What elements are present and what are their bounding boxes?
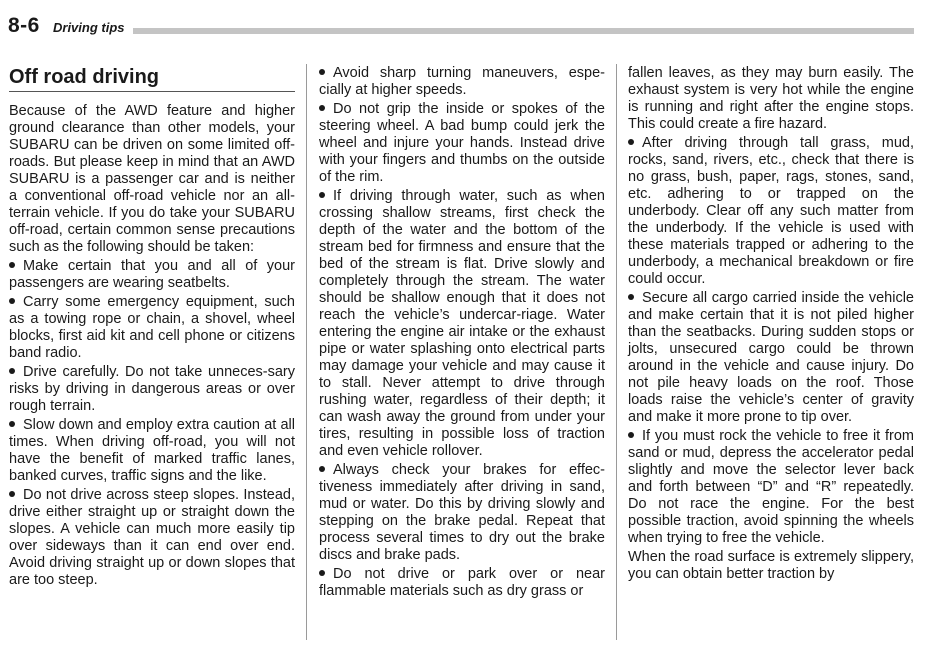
bullet-item: Do not drive or park over or near flammable materials such as dry grass or xyxy=(319,566,605,599)
column-divider xyxy=(616,64,617,640)
bullet-item: After driving through tall grass, mud, rocks, sand, rivers, etc., check that there is no grass, bush, paper, rags, stones, sand, etc. adhering to or trapped on the underbody. Clear off any such matter from the underbody. If the vehicle is used with these materials trapped or adhering to the underbody, a mechanical breakdown or fire could occur. xyxy=(628,135,914,287)
header-rule xyxy=(133,28,914,34)
tail-paragraph: When the road surface is extremely slippery, you can obtain better traction by xyxy=(628,549,914,582)
bullet-item: Secure all cargo carried inside the vehicle and make certain that it is not piled higher than the seatbacks. During sudden stops or jolts, unsecured cargo could be thrown around in the vehicle and cause injury. Do not pile heavy loads on the roof. Those loads raise the vehicle’s center of gravity and make it more prone to tip over. xyxy=(628,290,914,425)
bullet-item: Always check your brakes for effec-tiveness immediately after driving in sand, mud or water. Do this by driving slowly and stepping on the brake pedal. Repeat that process several times to dry out the brake discs and brake pads. xyxy=(319,462,605,563)
bullet-icon xyxy=(319,192,325,198)
page-title: Off road driving xyxy=(9,64,295,92)
column-2 xyxy=(319,65,605,600)
bullet-icon xyxy=(9,262,15,268)
continuation-paragraph: fallen leaves, as they may burn easily. The exhaust system is very hot while the engine is running and right after the engine stops. This could create a fire hazard. xyxy=(628,65,914,132)
section-title: Driving tips xyxy=(53,20,125,35)
bullet-item: If driving through water, such as when crossing shallow streams, first check the depth of the water and the bottom of the stream bed for firmness and ensure that the bed of the stream is flat. Drive slowly and completely through the stream. The water should be shallow enough that it does not reach the vehicle’s undercar-riage. Water entering the engine air intake or the exhaust pipe or water splashing onto electrical parts may damage your vehicle and may cause it to stall. Never attempt to drive through rushing water, regardless of their depth; it can wash away the ground from under your tires, resulting in possible loss of traction and even vehicle rollover. xyxy=(319,188,605,459)
bullet-item: Make certain that you and all of your passengers are wearing seatbelts. xyxy=(9,258,295,291)
bullet-icon xyxy=(319,570,325,576)
bullet-icon xyxy=(9,491,15,497)
bullet-icon xyxy=(319,69,325,75)
bullet-item: Drive carefully. Do not take unneces-sary risks by driving in dangerous areas or over rough terrain. xyxy=(9,364,295,414)
intro-paragraph: Because of the AWD feature and higher ground clearance than other models, your SUBARU can be driven on some limited off-roads. But please keep in mind that an AWD SUBARU is a passenger car and is neither a conventional off-road vehicle nor an all-terrain vehicle. If you do take your SUBARU off-road, certain common sense precautions such as the following should be taken: xyxy=(9,103,295,255)
bullet-icon xyxy=(9,421,15,427)
bullet-icon xyxy=(628,139,634,145)
bullet-icon xyxy=(319,105,325,111)
column-3 xyxy=(628,65,914,583)
bullet-item: Carry some emergency equipment, such as a towing rope or chain, a shovel, wheel blocks, first aid kit and cell phone or citizens band radio. xyxy=(9,294,295,361)
column-divider xyxy=(306,64,307,640)
column-1 xyxy=(9,64,295,589)
bullet-icon xyxy=(9,298,15,304)
bullet-icon xyxy=(628,432,634,438)
bullet-item: Do not grip the inside or spokes of the steering wheel. A bad bump could jerk the wheel and injure your hands. Instead drive with your fingers and thumbs on the outside of the rim. xyxy=(319,101,605,185)
bullet-item: Slow down and employ extra caution at all times. When driving off-road, you will not have the benefit of marked traffic lanes, banked curves, traffic signs and the like. xyxy=(9,417,295,484)
bullet-icon xyxy=(319,466,325,472)
bullet-item: Avoid sharp turning maneuvers, espe-cially at higher speeds. xyxy=(319,65,605,98)
bullet-icon xyxy=(628,294,634,300)
bullet-icon xyxy=(9,368,15,374)
page-number: 8-6 xyxy=(8,14,40,37)
bullet-item: If you must rock the vehicle to free it from sand or mud, depress the accelerator pedal slightly and move the selector lever back and forth between “D” and “R” repeatedly. Do not race the engine. For the best possible traction, avoid spinning the wheels when trying to free the vehicle. xyxy=(628,428,914,546)
bullet-item: Do not drive across steep slopes. Instead, drive either straight up or straight down the slopes. A vehicle can much more easily tip over sideways than it can end over end. Avoid driving straight up or down slopes that are too steep. xyxy=(9,487,295,588)
page-header xyxy=(8,14,914,38)
